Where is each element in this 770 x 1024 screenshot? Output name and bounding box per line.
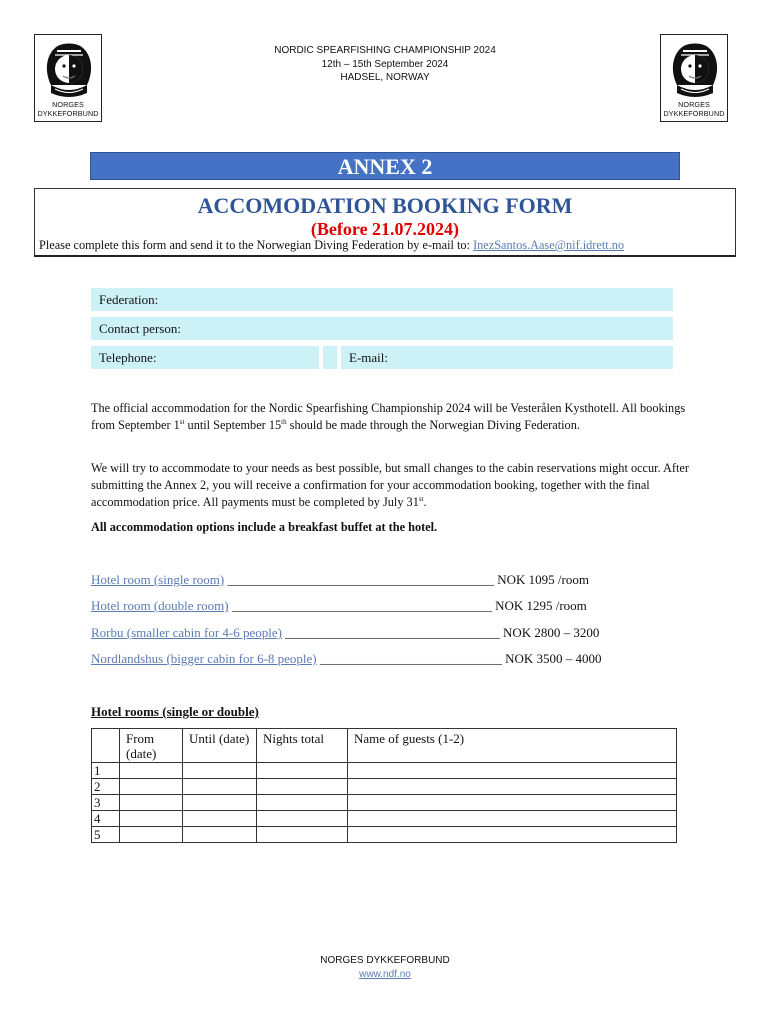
logo-text-line2: DYKKEFORBUND	[663, 108, 725, 118]
until-date-cell[interactable]	[183, 811, 257, 827]
divider	[34, 255, 736, 257]
p1-text-b: until September 15	[184, 418, 282, 432]
until-date-cell[interactable]	[183, 827, 257, 843]
table-row	[92, 811, 677, 827]
from-date-cell[interactable]	[120, 811, 183, 827]
breakfast-note: All accommodation options include a breakfast buffet at the hotel.	[91, 520, 438, 534]
nights-cell[interactable]	[257, 811, 348, 827]
p2-text-b: .	[423, 495, 427, 509]
table-header-cell: From (date)	[120, 729, 183, 763]
guests-cell[interactable]	[348, 795, 677, 811]
row-number: 5	[92, 827, 120, 843]
event-location: HADSEL, NORWAY	[340, 72, 430, 83]
email-field[interactable]: E-mail:	[341, 346, 673, 369]
footer	[0, 954, 770, 982]
option-fill-line: _________________________________	[281, 625, 503, 640]
until-date-cell[interactable]	[183, 763, 257, 779]
hotel-rooms-table	[91, 728, 677, 843]
row-number: 3	[92, 795, 120, 811]
logo-text-line2: DYKKEFORBUND	[37, 108, 99, 118]
p1-text-a: The official accommodation for the Nordic Spearfishing Championship 2024 will be Vesterålen Kysthotell. All bookings from September 1	[91, 401, 686, 432]
row-number: 2	[92, 779, 120, 795]
instruction-text: Please complete this form and send it to the Norwegian Diving Federation by e-mail to:	[39, 238, 470, 252]
from-date-cell[interactable]	[120, 763, 183, 779]
p1-sup-1: st	[179, 418, 185, 426]
option-price: NOK 1295 /room	[495, 598, 587, 613]
until-date-cell[interactable]	[183, 795, 257, 811]
option-double-room[interactable]	[91, 598, 691, 614]
option-label[interactable]: Rorbu (smaller cabin for 4-6 people)	[91, 625, 282, 640]
option-nordlandshus[interactable]	[91, 651, 691, 667]
guests-cell[interactable]	[348, 827, 677, 843]
footer-org: NORGES DYKKEFORBUND	[320, 955, 450, 966]
table-header-cell: Name of guests (1-2)	[348, 729, 677, 763]
paragraph-changes	[91, 460, 691, 511]
table-header-cell: Until (date)	[183, 729, 257, 763]
from-date-cell[interactable]	[120, 779, 183, 795]
option-fill-line: ____________________________	[316, 651, 506, 666]
guests-cell[interactable]	[348, 763, 677, 779]
logo-text-line1: NORGES	[52, 100, 84, 109]
form-title: ACCOMODATION BOOKING FORM	[197, 193, 573, 218]
option-fill-line: ________________________________________	[228, 598, 496, 613]
form-deadline: (Before 21.07.2024)	[310, 219, 460, 239]
guests-cell[interactable]	[348, 811, 677, 827]
footer-website-link[interactable]: www.ndf.no	[359, 969, 411, 980]
option-label[interactable]: Hotel room (double room)	[91, 598, 229, 613]
hotel-rooms-table-title: Hotel rooms (single or double)	[91, 704, 259, 719]
contact-person-field[interactable]: Contact person:	[91, 317, 673, 340]
logo-left	[34, 34, 102, 122]
diver-helmet-icon	[41, 39, 97, 103]
row-number: 1	[92, 763, 120, 779]
table-header-cell	[92, 729, 120, 763]
telephone-field[interactable]: Telephone:	[91, 346, 319, 369]
event-dates: 12th – 15th September 2024	[321, 58, 449, 70]
table-header-row	[92, 729, 677, 763]
p1-text-c: should be made through the Norwegian Diving Federation.	[286, 418, 580, 432]
option-fill-line: _________________________________________	[224, 572, 498, 587]
table-row	[92, 827, 677, 843]
row-number: 4	[92, 811, 120, 827]
option-single-room[interactable]	[91, 572, 691, 588]
until-date-cell[interactable]	[183, 779, 257, 795]
from-date-cell[interactable]	[120, 827, 183, 843]
nights-cell[interactable]	[257, 763, 348, 779]
p2-sup: st	[418, 495, 424, 503]
table-row	[92, 763, 677, 779]
p2-text-a: We will try to accommodate to your needs as best possible, but small changes to the cabin reservations might occur. After submitting the Annex 2, you will receive a confirmation for your accommodation booking, together with the final accommodation price. All payments must be completed by July 31	[91, 461, 689, 509]
table-row	[92, 795, 677, 811]
event-name: NORDIC SPEARFISHING CHAMPIONSHIP 2024	[274, 45, 496, 56]
field-spacer	[323, 346, 337, 369]
form-header-box	[34, 188, 736, 256]
nights-cell[interactable]	[257, 827, 348, 843]
event-header	[200, 44, 570, 85]
table-row	[92, 779, 677, 795]
diver-helmet-icon	[667, 39, 723, 103]
email-link[interactable]: InezSantos.Aase@nif.idrett.no	[473, 238, 625, 252]
paragraph-accommodation	[91, 400, 691, 434]
logo-text-line1: NORGES	[678, 100, 710, 109]
nights-cell[interactable]	[257, 779, 348, 795]
option-price: NOK 2800 – 3200	[502, 625, 600, 640]
p1-sup-2: th	[281, 418, 287, 426]
annex-title: ANNEX 2	[90, 152, 680, 180]
option-price: NOK 1095 /room	[497, 572, 589, 587]
nights-cell[interactable]	[257, 795, 348, 811]
federation-field[interactable]: Federation:	[91, 288, 673, 311]
option-rorbu[interactable]	[91, 625, 691, 641]
option-label[interactable]: Nordlandshus (bigger cabin for 6-8 people)	[91, 651, 317, 666]
guests-cell[interactable]	[348, 779, 677, 795]
form-instruction	[39, 238, 624, 253]
option-label[interactable]: Hotel room (single room)	[91, 572, 225, 587]
from-date-cell[interactable]	[120, 795, 183, 811]
option-price: NOK 3500 – 4000	[505, 651, 602, 666]
logo-right	[660, 34, 728, 122]
table-header-cell: Nights total	[257, 729, 348, 763]
